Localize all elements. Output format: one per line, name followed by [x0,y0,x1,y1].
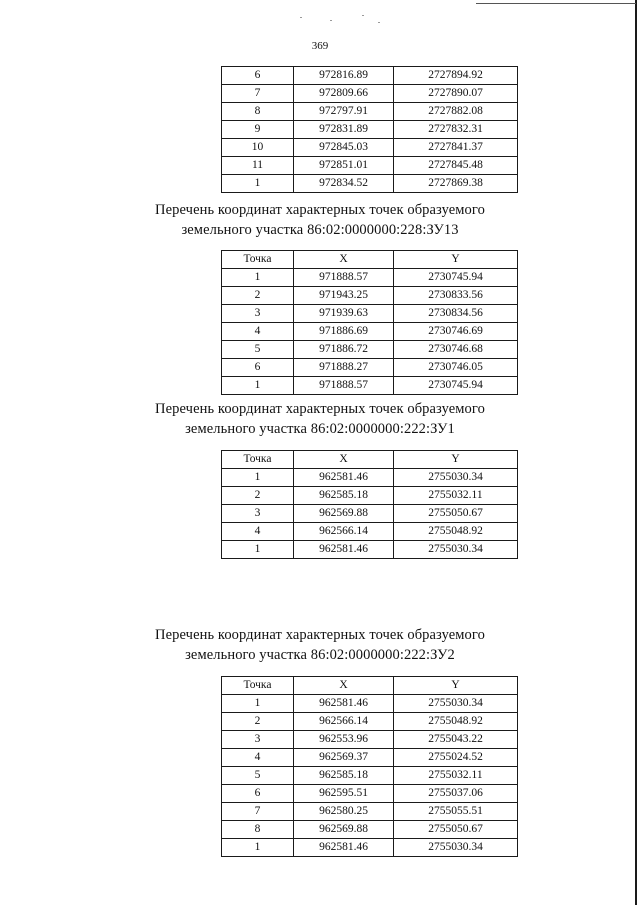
cell-x: 962566.14 [294,713,394,731]
cell-x: 972834.52 [294,175,394,193]
cell-point: 2 [222,487,294,505]
cell-y: 2727845.48 [394,157,518,175]
cell-y: 2755050.67 [394,821,518,839]
cell-point: 6 [222,785,294,803]
cell-x: 971886.72 [294,341,394,359]
header-x: X [294,677,394,695]
cell-x: 971939.63 [294,305,394,323]
table-row [222,175,518,193]
cell-x: 971888.27 [294,359,394,377]
header-y: Y [394,677,518,695]
table-header-row [222,451,518,469]
cell-y: 2755024.52 [394,749,518,767]
cell-y: 2755032.11 [394,487,518,505]
header-point: Точка [222,251,294,269]
cell-x: 962585.18 [294,487,394,505]
cell-x: 971888.57 [294,377,394,395]
cell-point: 4 [222,323,294,341]
cell-x: 972845.03 [294,139,394,157]
section-heading [0,625,640,665]
cell-point: 3 [222,305,294,323]
table-row [222,803,518,821]
cell-x: 962580.25 [294,803,394,821]
cell-x: 972816.89 [294,67,394,85]
cell-y: 2755048.92 [394,523,518,541]
cell-y: 2755032.11 [394,767,518,785]
cell-x: 962566.14 [294,523,394,541]
table-row [222,749,518,767]
cell-y: 2730746.05 [394,359,518,377]
section-heading-line1: Перечень координат характерных точек образуемого [155,401,485,417]
table-row [222,341,518,359]
cell-point: 4 [222,749,294,767]
cell-point: 6 [222,67,294,85]
table-row [222,523,518,541]
cell-point: 10 [222,139,294,157]
table-row [222,305,518,323]
cell-x: 962585.18 [294,767,394,785]
scan-top-rule [476,3,636,4]
cell-x: 962581.46 [294,541,394,559]
cell-point: 1 [222,269,294,287]
table-row [222,121,518,139]
cell-point: 1 [222,541,294,559]
cell-point: 11 [222,157,294,175]
cell-y: 2755050.67 [394,505,518,523]
cell-y: 2727890.07 [394,85,518,103]
cell-x: 972851.01 [294,157,394,175]
cell-point: 5 [222,341,294,359]
table-header-row [222,251,518,269]
cell-y: 2727832.31 [394,121,518,139]
table-row [222,695,518,713]
cell-y: 2755055.51 [394,803,518,821]
cell-x: 962569.88 [294,505,394,523]
header-x: X [294,451,394,469]
header-point: Точка [222,677,294,695]
cell-point: 7 [222,803,294,821]
cell-y: 2730833.56 [394,287,518,305]
cell-x: 962581.46 [294,839,394,857]
cell-point: 2 [222,287,294,305]
cell-y: 2730746.68 [394,341,518,359]
section-heading [0,200,640,240]
cell-x: 962581.46 [294,695,394,713]
cell-point: 1 [222,839,294,857]
table-row [222,821,518,839]
cell-point: 6 [222,359,294,377]
table-row [222,713,518,731]
table-row [222,767,518,785]
scan-speck [300,17,302,18]
cell-y: 2730745.94 [394,269,518,287]
cell-x: 962553.96 [294,731,394,749]
cell-point: 1 [222,695,294,713]
cell-y: 2730746.69 [394,323,518,341]
cell-x: 962569.88 [294,821,394,839]
cell-x: 972797.91 [294,103,394,121]
cell-x: 971943.25 [294,287,394,305]
table-row [222,157,518,175]
cell-x: 962569.37 [294,749,394,767]
coordinates-table-zu13 [221,250,518,395]
cell-point: 3 [222,505,294,523]
table-row [222,505,518,523]
cell-y: 2727894.92 [394,67,518,85]
header-x: X [294,251,394,269]
cell-y: 2727869.38 [394,175,518,193]
scan-speck [362,15,364,16]
section-heading-line2: земельного участка 86:02:0000000:222:ЗУ2 [185,647,455,663]
cell-x: 962581.46 [294,469,394,487]
cell-y: 2755030.34 [394,839,518,857]
table-row [222,785,518,803]
table-row [222,359,518,377]
header-y: Y [394,251,518,269]
cell-y: 2755030.34 [394,695,518,713]
table-row [222,469,518,487]
table-row [222,731,518,749]
header-point: Точка [222,451,294,469]
cell-y: 2755037.06 [394,785,518,803]
scan-speck [330,20,332,21]
cell-point: 8 [222,103,294,121]
table-row [222,377,518,395]
table-row [222,67,518,85]
cell-x: 962595.51 [294,785,394,803]
cell-point: 2 [222,713,294,731]
section-heading-line1: Перечень координат характерных точек образуемого [155,202,485,218]
coordinates-table-zu2 [221,676,518,857]
cell-x: 971888.57 [294,269,394,287]
table-row [222,323,518,341]
table-header-row [222,677,518,695]
cell-y: 2730745.94 [394,377,518,395]
page-number: 369 [311,40,329,52]
cell-point: 8 [222,821,294,839]
cell-y: 2755048.92 [394,713,518,731]
cell-point: 5 [222,767,294,785]
table-row [222,103,518,121]
section-heading-line2: земельного участка 86:02:0000000:228:ЗУ13 [181,222,459,238]
coordinates-table-zu1 [221,450,518,559]
section-heading-line2: земельного участка 86:02:0000000:222:ЗУ1 [185,421,455,437]
cell-point: 1 [222,175,294,193]
cell-point: 9 [222,121,294,139]
cell-x: 972809.66 [294,85,394,103]
cell-y: 2755030.34 [394,541,518,559]
cell-point: 4 [222,523,294,541]
table-row [222,487,518,505]
coordinates-table-continued [221,66,518,193]
table-row [222,269,518,287]
cell-y: 2755030.34 [394,469,518,487]
cell-y: 2755043.22 [394,731,518,749]
header-y: Y [394,451,518,469]
cell-point: 3 [222,731,294,749]
cell-y: 2730834.56 [394,305,518,323]
table-row [222,839,518,857]
table-row [222,85,518,103]
cell-y: 2727841.37 [394,139,518,157]
cell-point: 1 [222,377,294,395]
scan-edge-line [635,0,637,905]
cell-point: 1 [222,469,294,487]
table-row [222,541,518,559]
section-heading [0,399,640,439]
table-row [222,139,518,157]
cell-point: 7 [222,85,294,103]
scan-speck [378,22,380,23]
table-row [222,287,518,305]
cell-x: 971886.69 [294,323,394,341]
cell-y: 2727882.08 [394,103,518,121]
section-heading-line1: Перечень координат характерных точек образуемого [155,627,485,643]
cell-x: 972831.89 [294,121,394,139]
